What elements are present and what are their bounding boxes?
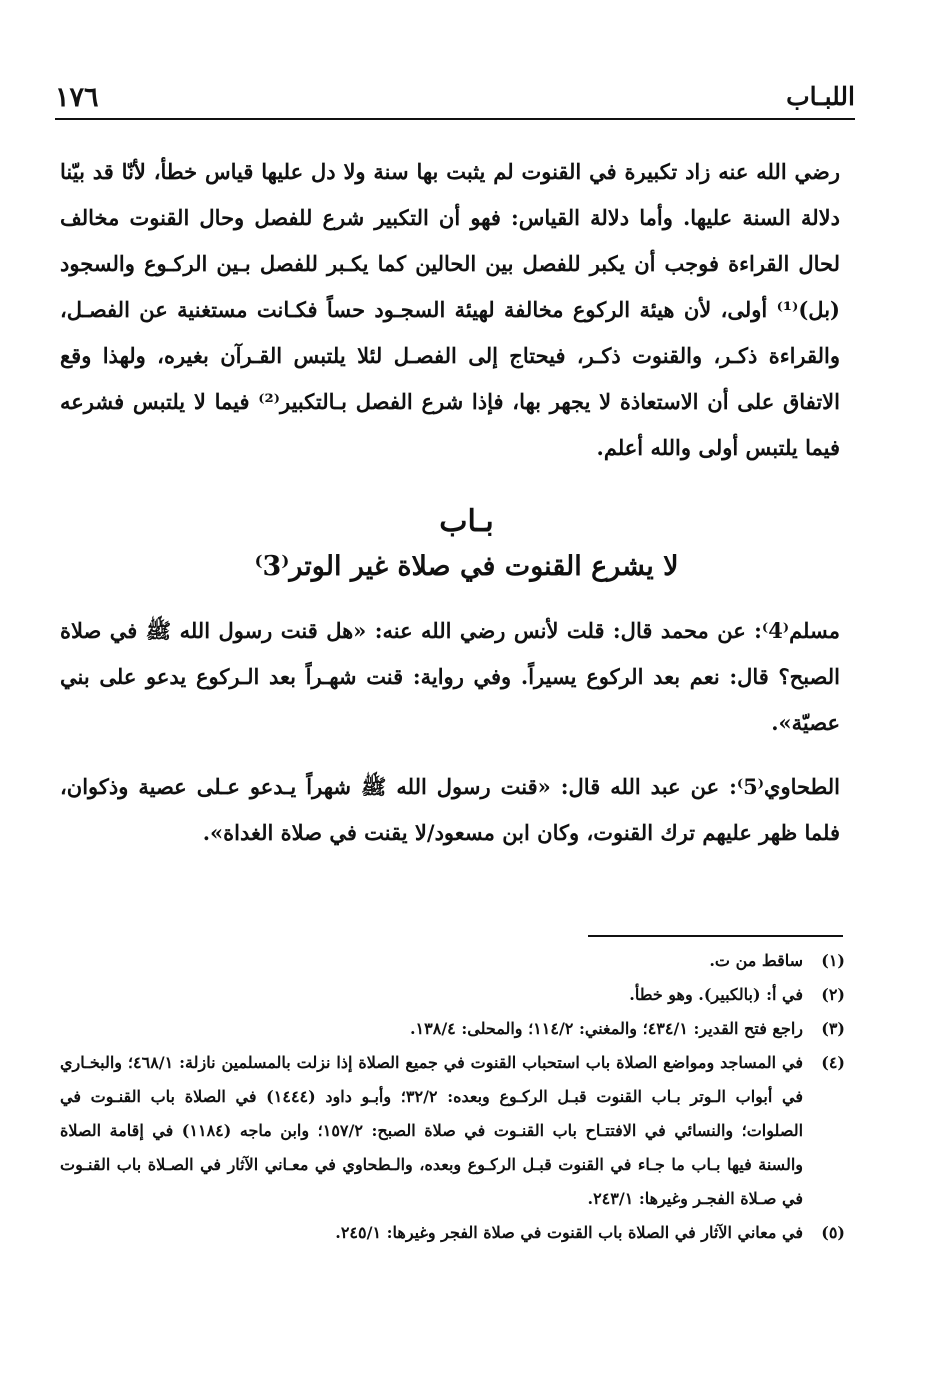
footnote-separator <box>588 935 843 937</box>
footnote-number: (٥) <box>821 1223 845 1242</box>
footnote-number: (٤) <box>821 1053 845 1072</box>
hadith-paragraph: مسلم⁽4⁾: عن محمد قال: قلت لأنس رضي الله عنه: «هل قنت رسول الله ﷺ في صلاة الصبح؟ قال: نعم بعد الركوع يسيراً. وفي رواية: قنت شهـراً بعد الـركوع يدعو على بني عصيّة». <box>60 618 840 735</box>
footnote <box>60 944 845 978</box>
page-number: ١٧٦ <box>55 82 99 113</box>
chapter-heading: بـاب <box>439 504 494 539</box>
footnotes <box>60 944 845 1250</box>
hadith-paragraph: الطحاوي⁽5⁾: عن عبد الله قال: «قنت رسول الله ﷺ شهراً يـدعو عـلى عصية وذكوان، فلما ظهر عليهم ترك القنوت، وكان ابن مسعود/لا يقنت في صلاة الغداة». <box>60 774 840 845</box>
footnote-text: في المساجد ومواضع الصلاة باب استحباب القنوت في جميع الصلاة إذا نزلت بالمسلمين نازلة: ٤٦٨/١؛ والبخـاري في أبواب الـوتر بـاب القنوت قبـل الركـوع وبعده: ٣٢/٢؛ وأبـو داود (١٤٤٤) في الصلاة باب القنـوت في الصلوات؛ والنسائي في الافتتـاح باب القنـوت في صلاة الصبح: ١٥٧/٢؛ وابن ماجه (١١٨٤) في إقامة الصلاة والسنة فيها بـاب ما جـاء في القنوت قبـل الركـوع وبعده، والـطحاوي في معـاني الآثار في الصـلاة باب القنـوت في صـلاة الفجـر وغيرها: ٢٤٣/١. <box>60 1053 804 1208</box>
footnote <box>60 1012 845 1046</box>
page-header <box>55 78 855 120</box>
footnote <box>60 1046 845 1216</box>
footnote-text: في معاني الآثار في الصلاة باب القنوت في صلاة الفجر وغيرها: ٢٤٥/١. <box>335 1223 803 1242</box>
footnote <box>60 1216 845 1250</box>
footnote-text: في أ: (بالكبير). وهو خطأ. <box>629 985 803 1004</box>
running-title: اللبـاب <box>786 82 855 111</box>
footnote-text: ساقط من ت. <box>709 951 803 970</box>
footnote-text: راجع فتح القدير: ٤٣٤/١؛ والمغني: ١١٤/٢؛ والمحلى: ١٣٨/٤. <box>409 1019 803 1038</box>
chapter-title: لا يشرع القنوت في صلاة غير الوتر⁽3⁾ <box>254 551 679 582</box>
footnote-number: (١) <box>821 951 845 970</box>
footnote-number: (٢) <box>821 985 845 1004</box>
footnote <box>60 978 845 1012</box>
body-paragraph: رضي الله عنه زاد تكبيرة في القنوت لم يثبت بها سنة ولا دل عليها قياس خطأ، لأنّا قد بيّنا دلالة السنة عليها. وأما دلالة القياس: فهو أن التكبير شرع للفصل وحال القنوت مخالف لحال القراءة فوجب أن يكبر للفصل بين الحالين كما يكـبر للفصل بـين الركـوع والسجود (بل)⁽¹⁾ أولى، لأن هيئة الركوع مخالفة لهيئة السجـود حساً فكـانت مستغنية عن الفصـل، والقراءة ذكـر، والقنوت ذكـر، فيحتاج إلى الفصـل لئلا يلتبس القـرآن بغيره، ولهذا وقع الاتفاق على أن الاستعاذة لا يجهر بها، فإذا شرع الفصل بـالتكبير⁽²⁾ فيما لا يلتبس فشرعه فيما يلتبس أولى والله أعلم. <box>60 159 840 460</box>
footnote-number: (٣) <box>821 1019 845 1038</box>
